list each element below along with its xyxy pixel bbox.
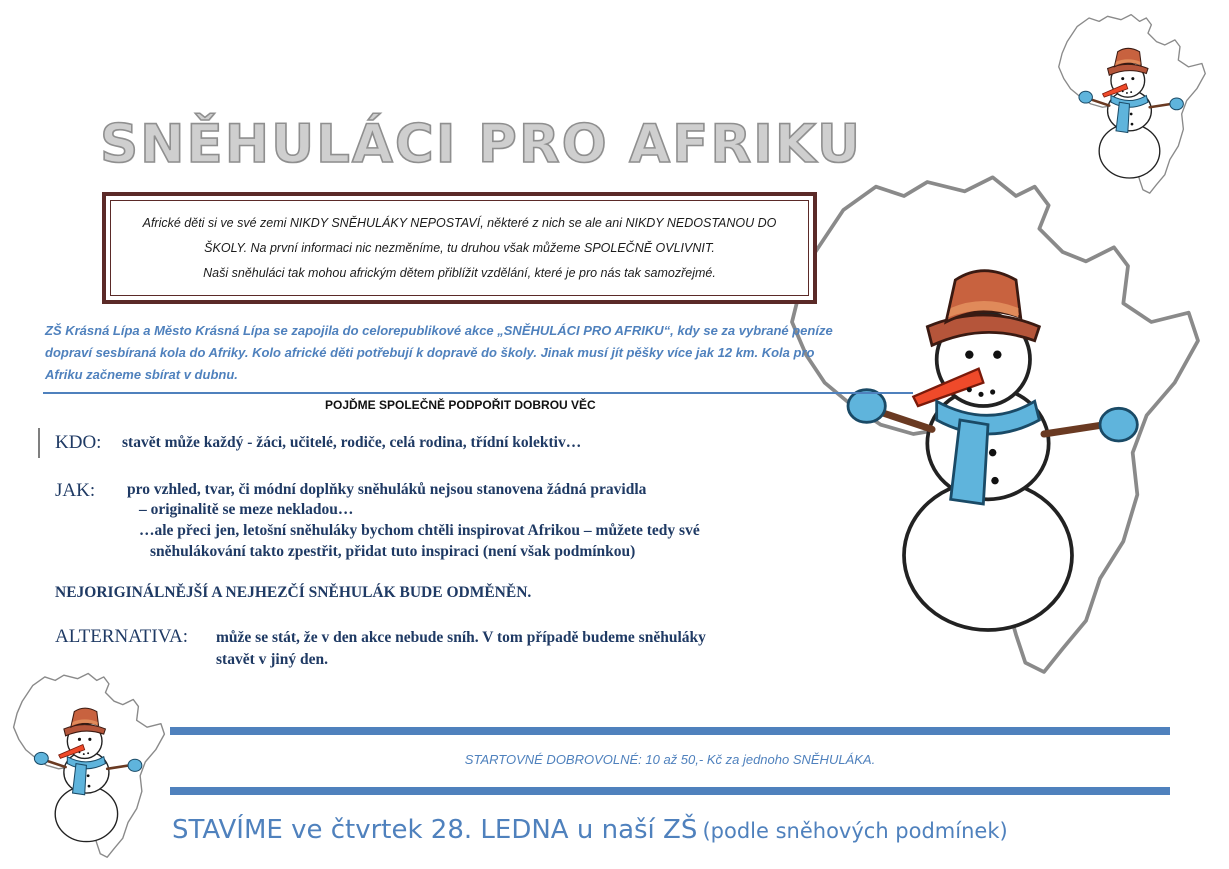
jak-line-4: sněhulákování takto zpestřit, přidat tuto inspiraci (není však podmínkou) — [150, 543, 636, 560]
intro-line-2: ŠKOLY. Na první informaci nic nezměníme, tu druhou však můžeme SPOLEČNĚ OVLIVNIT. — [204, 240, 715, 255]
info-line-1: ZŠ Krásná Lípa a Město Krásná Lípa se zapojila do celorepublikové akce „SNĚHULÁCI PRO AFRIKU“, kdy se za vybrané peníze — [45, 323, 833, 338]
alternativa-label: ALTERNATIVA: — [55, 626, 189, 647]
info-line-3: Afriku začneme sbírat v dubnu. — [45, 367, 238, 382]
jak-line-1: pro vzhled, tvar, či módní doplňky sněhuláků nejsou stanovena žádná pravidla — [127, 481, 647, 498]
top-blue-band — [170, 727, 1170, 735]
alternativa-line-2: stavět v jiný den. — [216, 651, 328, 668]
kdo-side-bar — [38, 428, 40, 458]
intro-line-3: Naši sněhuláci tak mohou africkým dětem přiblížit vzdělání, které je pro nás tak samozřejmé. — [203, 265, 716, 280]
event-date-line — [172, 815, 1008, 845]
event-date-main: STAVÍME ve čtvrtek 28. LEDNA u naší ZŠ — [172, 815, 698, 845]
intro-inner-frame — [110, 200, 809, 296]
page-title: SNĚHULÁCI PRO AFRIKU — [100, 114, 863, 175]
startovne-text: STARTOVNÉ DOBROVOLNÉ: 10 až 50,- Kč za jednoho SNĚHULÁKA. — [464, 752, 876, 767]
info-divider — [43, 392, 913, 394]
intro-line-1: Africké děti si ve své zemi NIKDY SNĚHULÁKY NEPOSTAVÍ, některé z nich se ale ani NIKDY NEDOSTANOU DO — [142, 215, 777, 230]
kdo-text: stavět může každý - žáci, učitelé, rodiče, celá rodina, třídní kolektiv… — [122, 434, 582, 451]
section-headline: POJĎME SPOLEČNĚ PODPOŘIT DOBROU VĚC — [325, 398, 596, 412]
jak-line-3: …ale přeci jen, letošní sněhuláky bychom chtěli inspirovat Afrikou – můžete tedy své — [139, 522, 700, 539]
jak-line-2: – originalitě se meze nekladou… — [139, 501, 354, 518]
event-date-note: (podle sněhových podmínek) — [702, 819, 1008, 843]
jak-label: JAK: — [55, 480, 96, 501]
info-paragraph — [45, 320, 890, 386]
alternativa-line-1: může se stát, že v den akce nebude sníh. V tom případě budeme sněhuláky — [216, 629, 706, 646]
award-text: NEJORIGINÁLNĚJŠÍ A NEJHEZČÍ SNĚHULÁK BUDE ODMĚNĚN. — [55, 584, 532, 601]
bottom-blue-band — [170, 787, 1170, 795]
kdo-label: KDO: — [55, 432, 102, 453]
africa-snowman-bottom-left-illustration — [4, 670, 174, 865]
africa-snowman-main-illustration — [760, 168, 1229, 693]
intro-box — [102, 192, 817, 304]
info-line-2: dopraví sesbíraná kola do Afriky. Kolo africké děti potřebují k dopravě do školy. Jinak musí jít pěšky více jak 12 km. Kola pro — [45, 345, 815, 360]
